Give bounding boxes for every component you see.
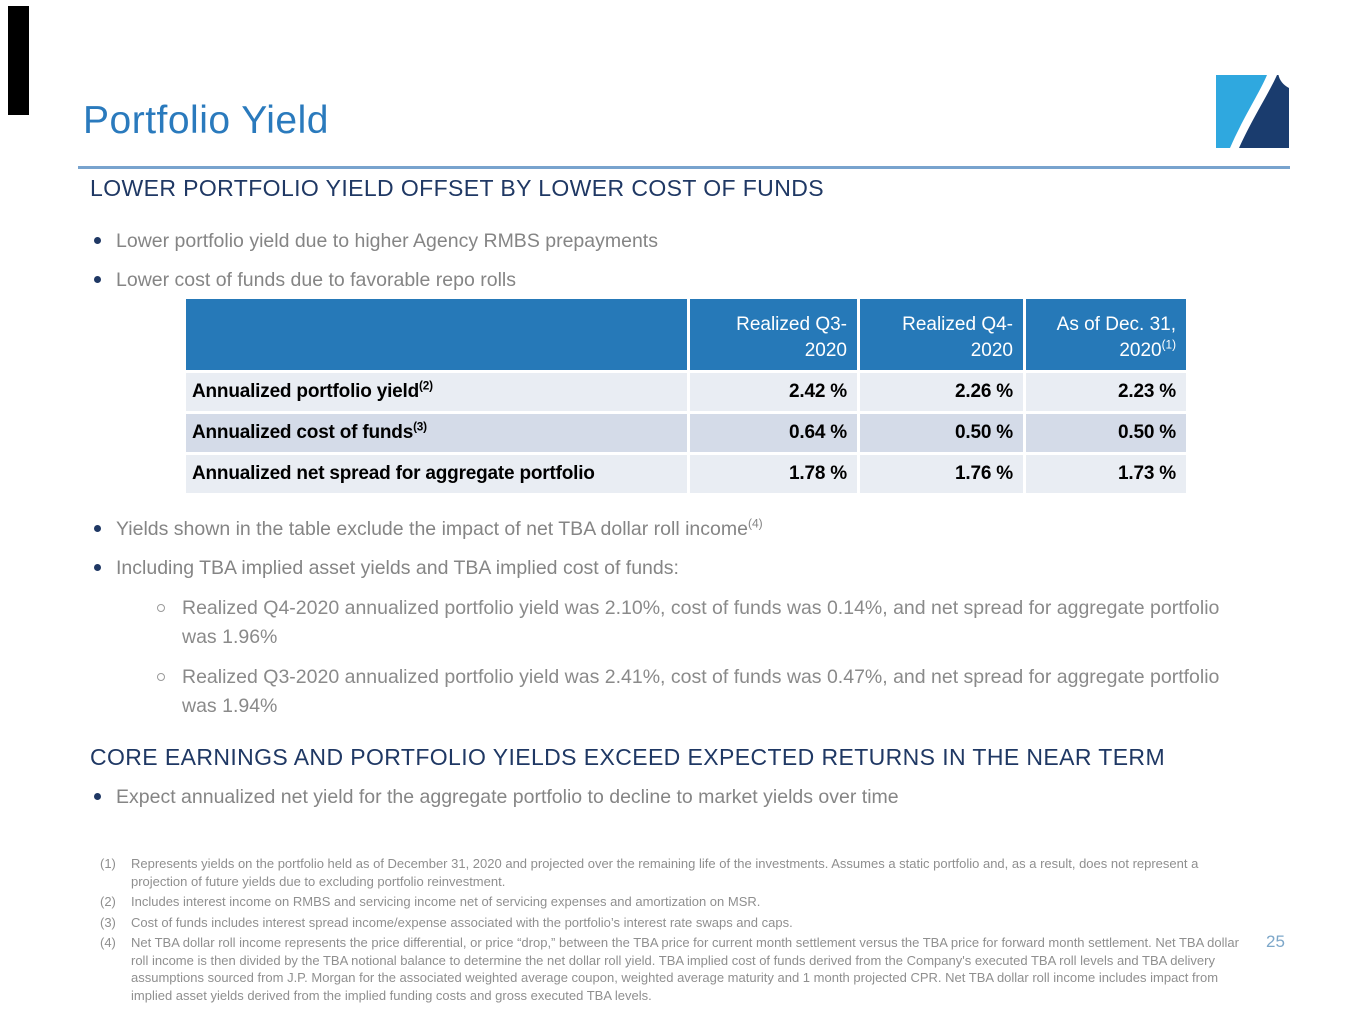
cell-value: 2.42 % <box>690 373 857 411</box>
table-header <box>186 299 1186 370</box>
bullet-text: Lower cost of funds due to favorable repo rolls <box>116 269 516 291</box>
cell-value: 2.23 % <box>1026 373 1186 411</box>
footnote-number: (1) <box>100 856 116 871</box>
header-line2 <box>690 338 847 364</box>
footnote-number: (2) <box>100 894 116 909</box>
company-logo-icon <box>1216 75 1289 148</box>
footnote-number: (3) <box>100 914 116 930</box>
cell-value: 0.64 % <box>690 414 857 452</box>
header-footnote-ref: (1) <box>1161 338 1176 352</box>
footnote-text: Represents yields on the portfolio held as of December 31, 2020 and projected over the remaining life of the investments. Assumes a static portfolio and, as a result, does not represent a projection of future yields due to excluding portfolio reinvestment. <box>131 856 1199 889</box>
footnote-item <box>100 934 1250 1004</box>
section3-bullet-list <box>90 786 899 825</box>
row-label <box>186 414 687 452</box>
section1-heading: LOWER PORTFOLIO YIELD OFFSET BY LOWER COST OF FUNDS <box>90 175 824 201</box>
header-year: 2020 <box>970 340 1013 361</box>
header-year: 2020 <box>1119 340 1162 361</box>
row-label <box>186 373 687 411</box>
footnote-item <box>100 914 1250 932</box>
cell-value: 0.50 % <box>860 414 1023 452</box>
row-label-text: Annualized net spread for aggregate portfolio <box>192 463 595 484</box>
table-row <box>186 455 1186 493</box>
row-label-text: Annualized portfolio yield <box>192 381 420 402</box>
bullet-text: Including TBA implied asset yields and TBA implied cost of funds: <box>116 557 679 579</box>
footnote-text: Includes interest income on RMBS and servicing income net of servicing expenses and amortization on MSR. <box>131 894 761 909</box>
table-header-cell <box>1026 299 1186 370</box>
footnotes <box>100 855 1250 1007</box>
header-line2 <box>1026 338 1176 364</box>
cell-value: 2.26 % <box>860 373 1023 411</box>
row-label <box>186 455 687 493</box>
sub-bullet-item <box>155 594 1240 652</box>
page-number: 25 <box>1266 932 1285 951</box>
header-line1: Realized Q3- <box>736 314 847 335</box>
cell-value: 0.50 % <box>1026 414 1186 452</box>
table-header-row <box>186 299 1186 370</box>
header-year: 2020 <box>804 340 847 361</box>
table-header-cell <box>690 299 857 370</box>
section3-heading: CORE EARNINGS AND PORTFOLIO YIELDS EXCEED EXPECTED RETURNS IN THE NEAR TERM <box>90 744 1166 770</box>
bullet-footnote-ref: (4) <box>747 516 763 531</box>
title-divider <box>78 166 1290 169</box>
header-line1: Realized Q4- <box>902 314 1013 335</box>
sub-bullet-text: Realized Q3-2020 annualized portfolio yield was 2.41%, cost of funds was 0.47%, and net spread for aggregate portfolio was 1.94% <box>182 666 1220 717</box>
row-footnote-ref: (3) <box>413 420 427 434</box>
sub-bullet-text: Realized Q4-2020 annualized portfolio yield was 2.10%, cost of funds was 0.14%, and net spread for aggregate portfolio was 1.96% <box>182 597 1220 648</box>
table-header-cell <box>860 299 1023 370</box>
logo-swoosh-icon <box>1216 75 1289 148</box>
cell-value: 1.73 % <box>1026 455 1186 493</box>
bullet-item <box>90 269 658 291</box>
footnote-text: Cost of funds includes interest spread income/expense associated with the portfolio’s interest rate swaps and caps. <box>131 914 793 930</box>
footnote-item <box>100 893 1250 911</box>
cell-value: 1.78 % <box>690 455 857 493</box>
header-line1: As of Dec. 31, <box>1056 314 1176 335</box>
table-row <box>186 414 1186 452</box>
sub-bullet-item <box>155 663 1240 721</box>
footnote-text: Net TBA dollar roll income represents the price differential, or price “drop,” between the TBA price for current month settlement versus the TBA price for forward month settlement. Net TBA dollar roll income is then divided by the TBA notional balance to determine the net dollar roll yield. TBA implied cost of funds derived from the Company's executed TBA roll levels and TBA delivery assumptions sourced from J.P. Morgan for the associated weighted average coupon, weighted average maturity and 1 month projected CPR. Net TBA dollar roll income includes impact from implied asset yields derived from the implied funding costs and gross executed TBA levels. <box>131 935 1239 1003</box>
section2-sub-bullet-list <box>155 594 1240 732</box>
page-title: Portfolio Yield <box>83 99 329 142</box>
bullet-item <box>90 557 763 579</box>
bullet-text: Expect annualized net yield for the aggregate portfolio to decline to market yields over time <box>116 786 899 808</box>
footnote-number: (4) <box>100 935 116 950</box>
bullet-text: Lower portfolio yield due to higher Agency RMBS prepayments <box>116 230 658 252</box>
bullet-item <box>90 786 899 808</box>
header-line2 <box>860 338 1013 364</box>
bullet-item <box>90 518 763 540</box>
section2-bullet-list <box>90 518 763 596</box>
black-corner-mark <box>8 6 29 115</box>
footnote-item <box>100 855 1250 890</box>
row-footnote-ref: (2) <box>419 379 433 393</box>
table-row <box>186 373 1186 411</box>
bullet-text: Yields shown in the table exclude the impact of net TBA dollar roll income <box>116 518 748 540</box>
portfolio-yield-table <box>183 296 1189 496</box>
row-label-text: Annualized cost of funds <box>192 422 414 443</box>
table-body <box>186 373 1186 493</box>
bullet-item <box>90 230 658 252</box>
table-header-corner-cell <box>186 299 687 370</box>
cell-value: 1.76 % <box>860 455 1023 493</box>
